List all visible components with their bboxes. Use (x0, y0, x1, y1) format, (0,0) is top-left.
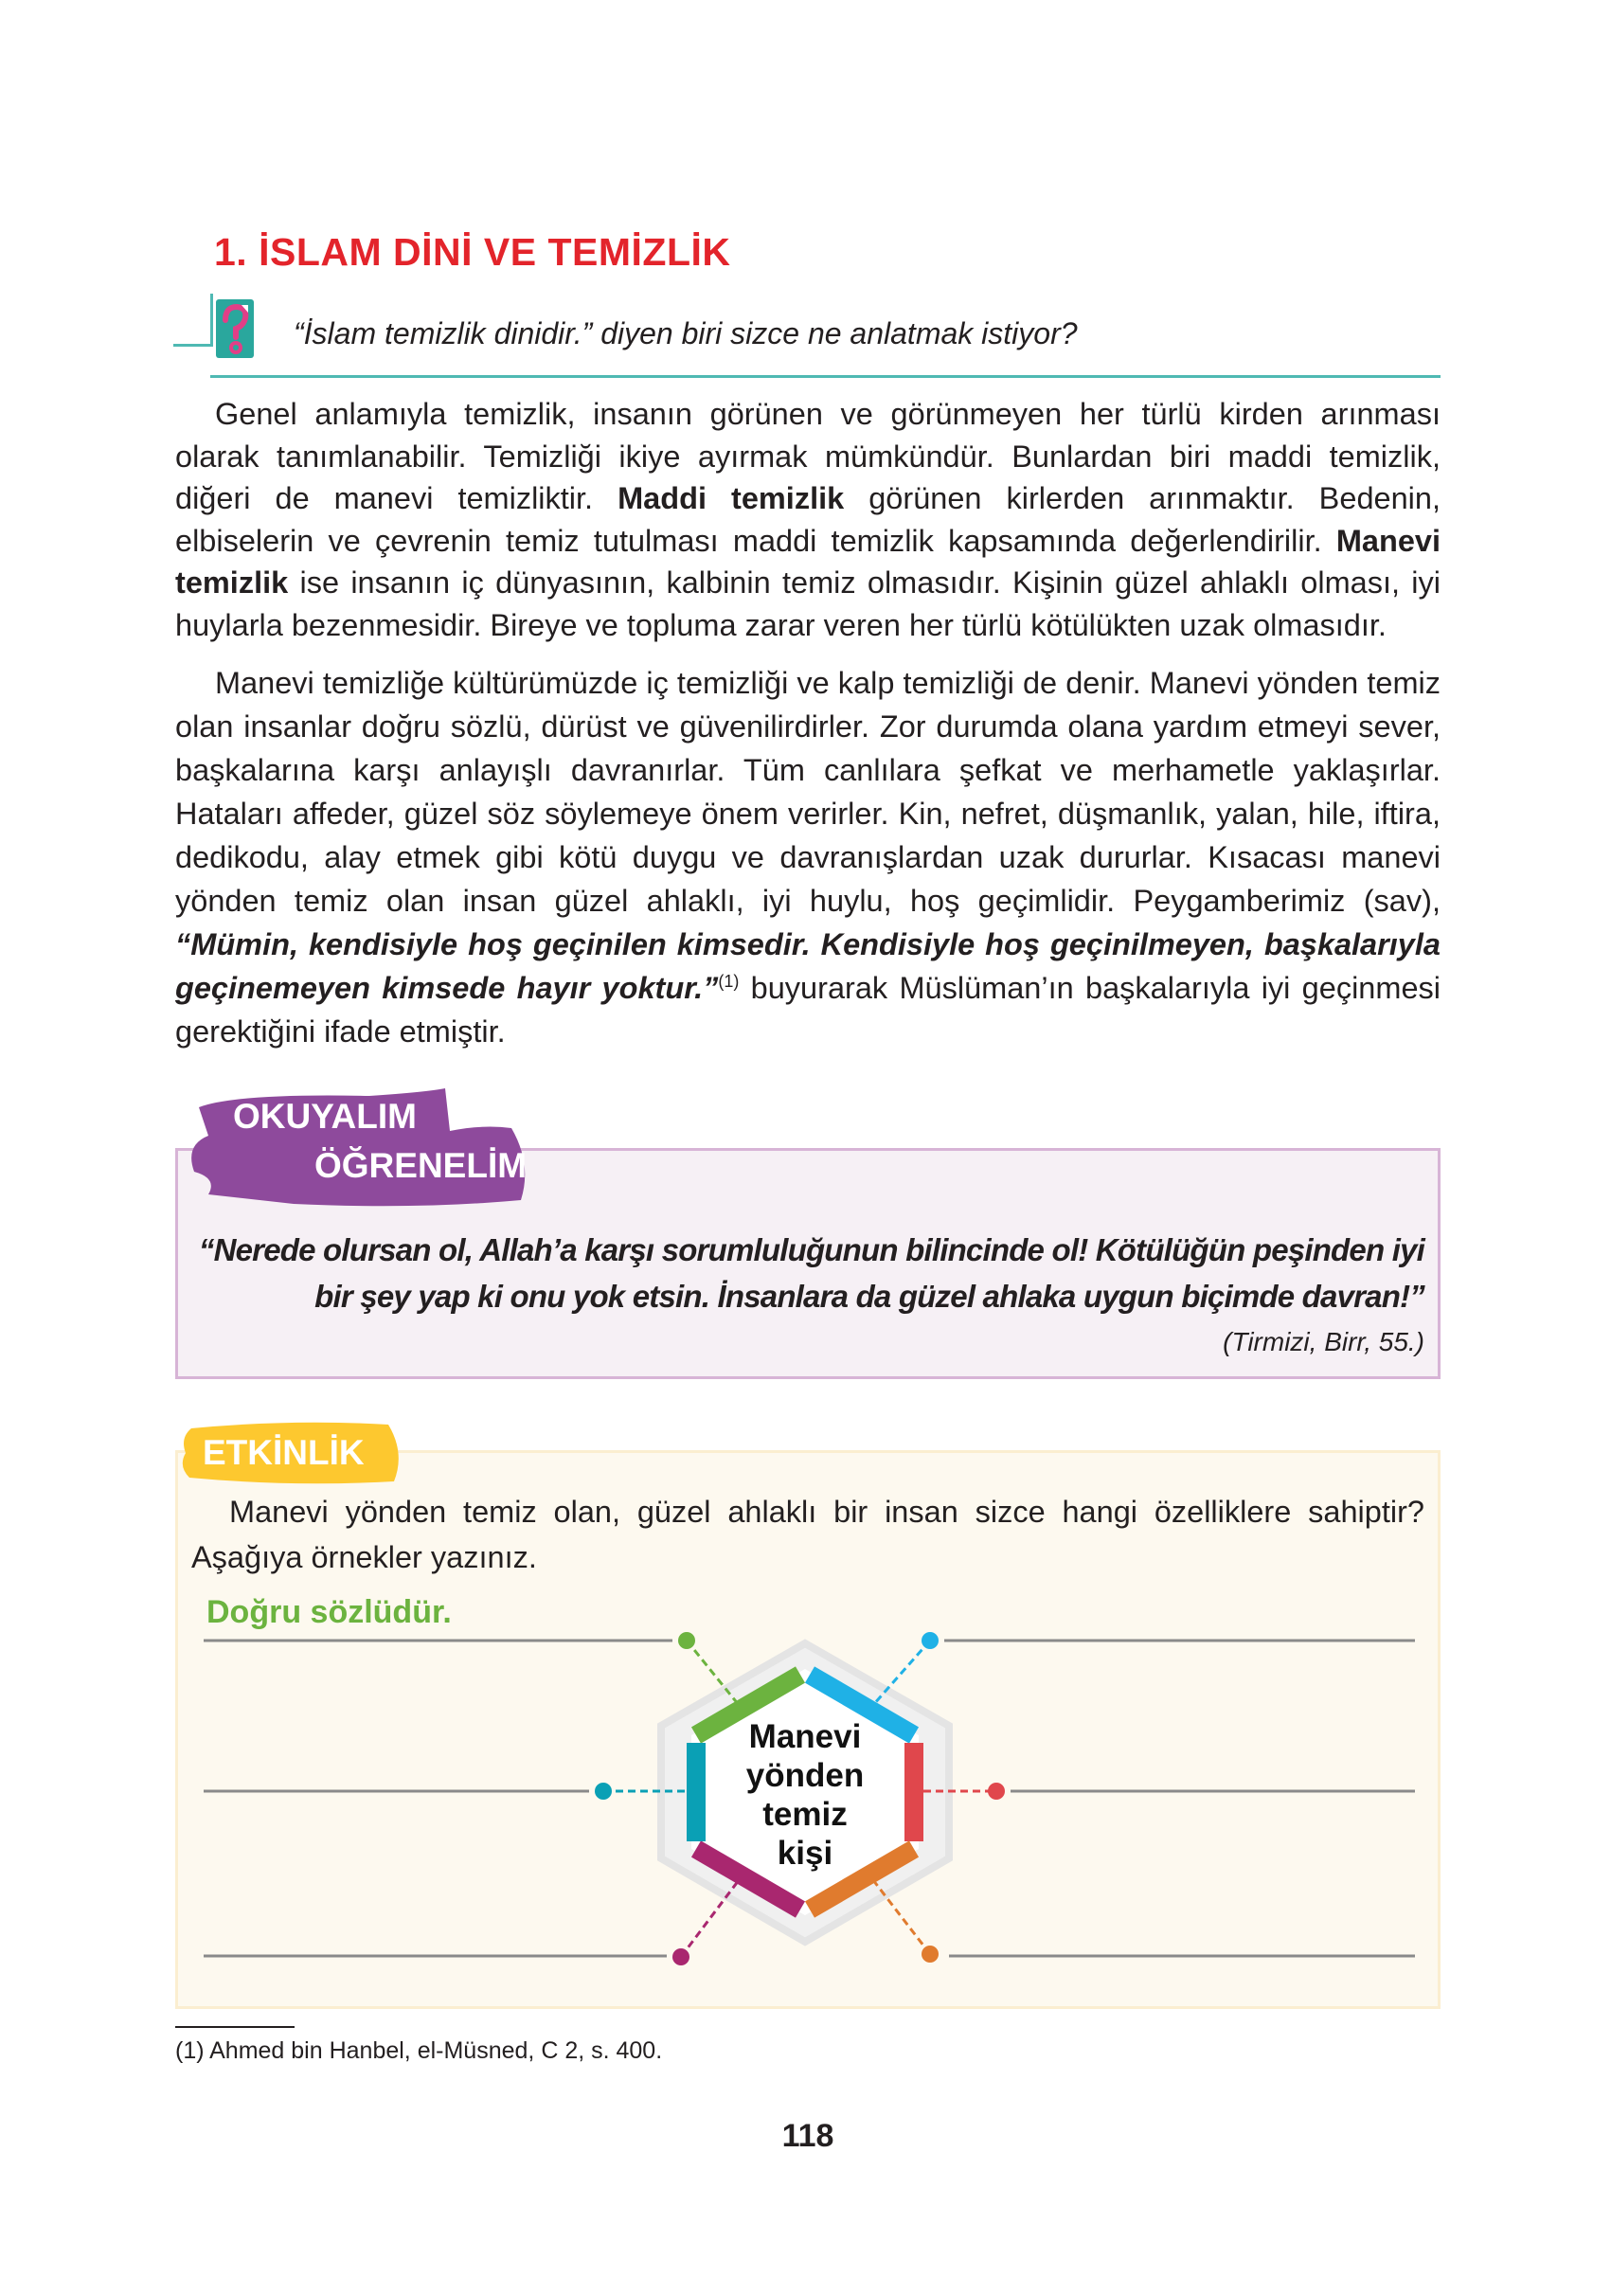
question-divider-bottom (210, 375, 1441, 378)
center-label-line: yönden (745, 1757, 865, 1794)
paragraph-1 (175, 393, 1441, 646)
intro-question: “İslam temizlik dinidir.” diyen biri sizce ne anlatmak istiyor? (294, 316, 1078, 350)
footnote-ref[interactable]: (1) (718, 972, 740, 992)
banner-etkinlik: ETKİNLİK (203, 1433, 365, 1472)
okuyalim-quote: “Nerede olursan ol, Allah’a karşı sorumluluğunun bilincinde ol! Kötülüğün peşinden iyi bir şey yap ki onu yok etsin. İnsanlara da güzel ahlaka uygun biçimde davran!” (198, 1232, 1424, 1314)
connector-dot (922, 1946, 939, 1963)
connector-dot (678, 1632, 695, 1649)
connector-dot (595, 1783, 612, 1800)
center-label-line: Manevi (748, 1718, 862, 1755)
term-manevi-temizlik: Manevi temizlik (175, 523, 1441, 600)
footnote: (1) Ahmed bin Hanbel, el-Müsned, C 2, s. 400. (175, 2037, 663, 2064)
okuyalim-banner (180, 1088, 540, 1211)
text: görünen kirlerden arınmaktır. Bedenin, elbiselerin ve çevrenin temiz tutulması maddi temizlik kapsamında değerlendirilir. (175, 481, 1441, 558)
etkinlik-banner (178, 1419, 405, 1487)
term-maddi-temizlik: Maddi temizlik (618, 481, 845, 515)
center-label-line: kişi (777, 1835, 833, 1872)
question-divider-left (173, 344, 211, 347)
etkinlik-question: Manevi yönden temiz olan, güzel ahlaklı bir insan sizce hangi özelliklere sahiptir? Aşağıya örnekler yazınız. (191, 1495, 1424, 1574)
example-answer: Doğru sözlüdür. (206, 1594, 452, 1630)
paragraph-2 (175, 661, 1441, 1053)
question-mark-icon (216, 299, 254, 358)
hadith-quote: “Mümin, kendisiyle hoş geçinilen kimsedir. Kendisiyle hoş geçinilmeyen, başkalarıyla geçinemeyen kimsede hayır yoktur.” (175, 927, 1441, 1005)
question-divider-vertical (210, 294, 213, 347)
hexagon-diagram (175, 1631, 1441, 1991)
text: ise insanın iç dünyasının, kalbinin temiz olmasıdır. Kişinin güzel ahlaklı olması, iyi huylarla bezenmesidir. Bireye ve topluma zarar veren her türlü kötülükten uzak olmasıdır. (175, 565, 1441, 642)
banner-ogrenelim: ÖĞRENELİM (314, 1146, 528, 1185)
okuyalim-box (175, 1097, 1441, 1379)
main-content (175, 393, 1441, 2155)
text: Genel anlamıyla temizlik, insanın görünen ve görünmeyen her türlü kirden arınması olarak tanımlanabilir. Temizliği ikiye ayırmak mümkündür. Bunlardan biri maddi temizlik, diğeri de manevi temizliktir. (175, 397, 1441, 515)
section-title: 1. İSLAM DİNİ VE TEMİZLİK (214, 230, 731, 274)
connector-dot (988, 1783, 1005, 1800)
banner-okuyalim: OKUYALIM (233, 1097, 417, 1136)
footnote-divider (175, 2026, 295, 2028)
connector-dot (922, 1632, 939, 1649)
page-number: 118 (781, 2118, 834, 2154)
quote-source: (Tirmizi, Birr, 55.) (1223, 1327, 1424, 1356)
center-label-line: temiz (762, 1796, 848, 1833)
text: buyurarak Müslüman’ın başkalarıyla iyi geçinmesi gerektiğini ifade etmiştir. (175, 971, 1441, 1049)
text: Manevi temizliğe kültürümüzde iç temizliği ve kalp temizliği de denir. Manevi yönden temiz olan insanlar doğru sözlü, dürüst ve güvenilirdirler. Zor durumda olana yardım etmeyi sever, başkalarına karşı anlayışlı davranırlar. Tüm canlılara şefkat ve merhametle yaklaşırlar. Hataları affeder, güzel söz söylemeye önem verirler. Kin, nefret, düşmanlık, yalan, hile, iftira, dedikodu, alay etmek gibi kötü duygu ve davranışlardan uzak dururlar. Kısacası manevi yönden temiz olan insan güzel ahlaklı, iyi huylu, hoş geçimlidir. Peygamberimiz (sav), (175, 666, 1441, 918)
connector-dot (672, 1948, 689, 1965)
etkinlik-box (175, 1433, 1441, 2009)
